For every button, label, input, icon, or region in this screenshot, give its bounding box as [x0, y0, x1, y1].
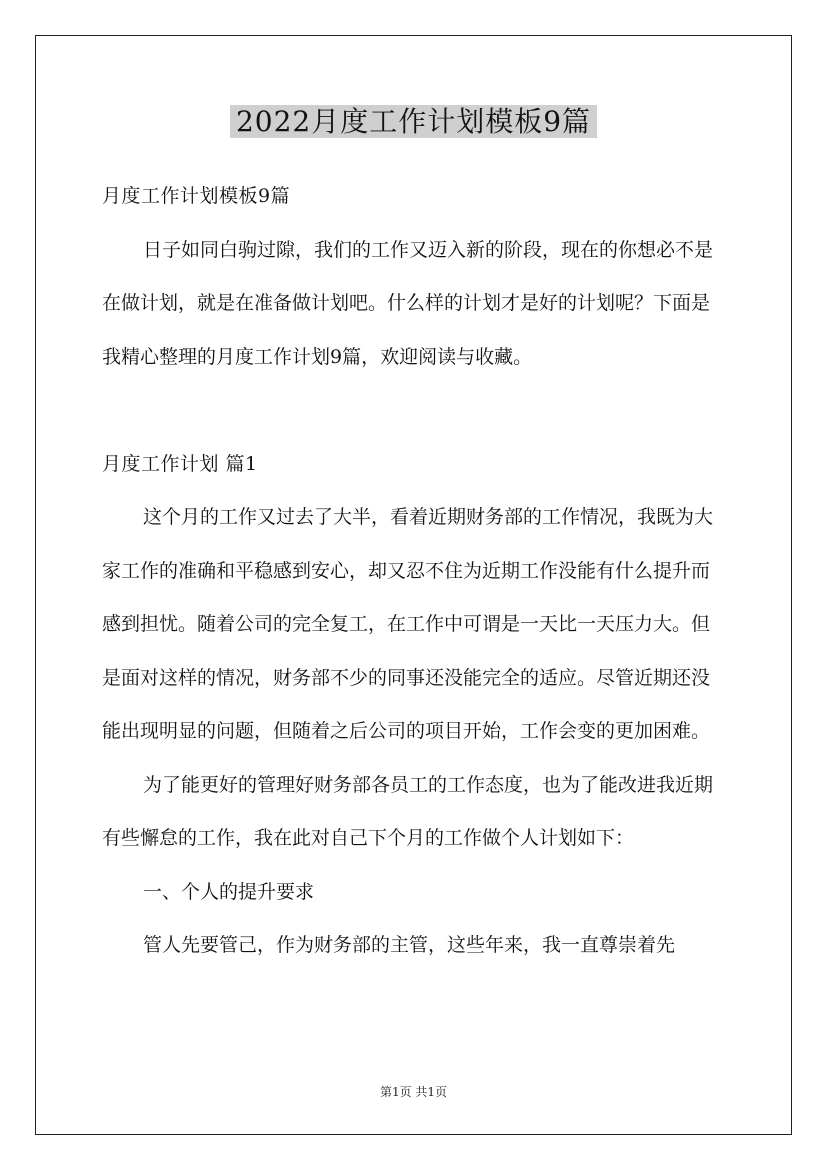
blank-line [102, 384, 728, 438]
page-number-footer: 第1页 共1页 [379, 1085, 448, 1099]
document-title-text: 2022月度工作计划模板9篇 [230, 105, 597, 138]
body-paragraph-2: 为了能更好的管理好财务部各员工的工作态度，也为了能改进我近期有些懈怠的工作，我在此对自己下个月的工作做个人计划如下： [102, 773, 714, 849]
document-body [102, 170, 728, 973]
document-subtitle: 月度工作计划模板9篇 [102, 185, 291, 207]
section-heading: 月度工作计划 篇1 [102, 452, 258, 475]
body-paragraph-1: 这个月的工作又过去了大半，看着近期财务部的工作情况，我既为大家工作的准确和平稳感到安心，却又忍不住为近期工作没能有什么提升而感到担忧。随着公司的完全复工，在工作中可谓是一天比一天压力大。但是面对这样的情况，财务部不少的同事还没能完全的适应。尽管近期还没能出现明显的问题，但随着之后公司的项目开始，工作会变的更加困难。 [102, 506, 714, 742]
body-paragraph-3: 管人先要管己，作为财务部的主管，这些年来，我一直尊崇着先 [143, 934, 676, 956]
document-title [0, 98, 827, 146]
intro-paragraph: 日子如同白驹过隙，我们的工作又迈入新的阶段，现在的你想必不是在做计划，就是在准备做计划吧。什么样的计划才是好的计划呢？下面是我精心整理的月度工作计划9篇，欢迎阅读与收藏。 [102, 238, 714, 368]
list-heading: 一、个人的提升要求 [143, 880, 315, 903]
